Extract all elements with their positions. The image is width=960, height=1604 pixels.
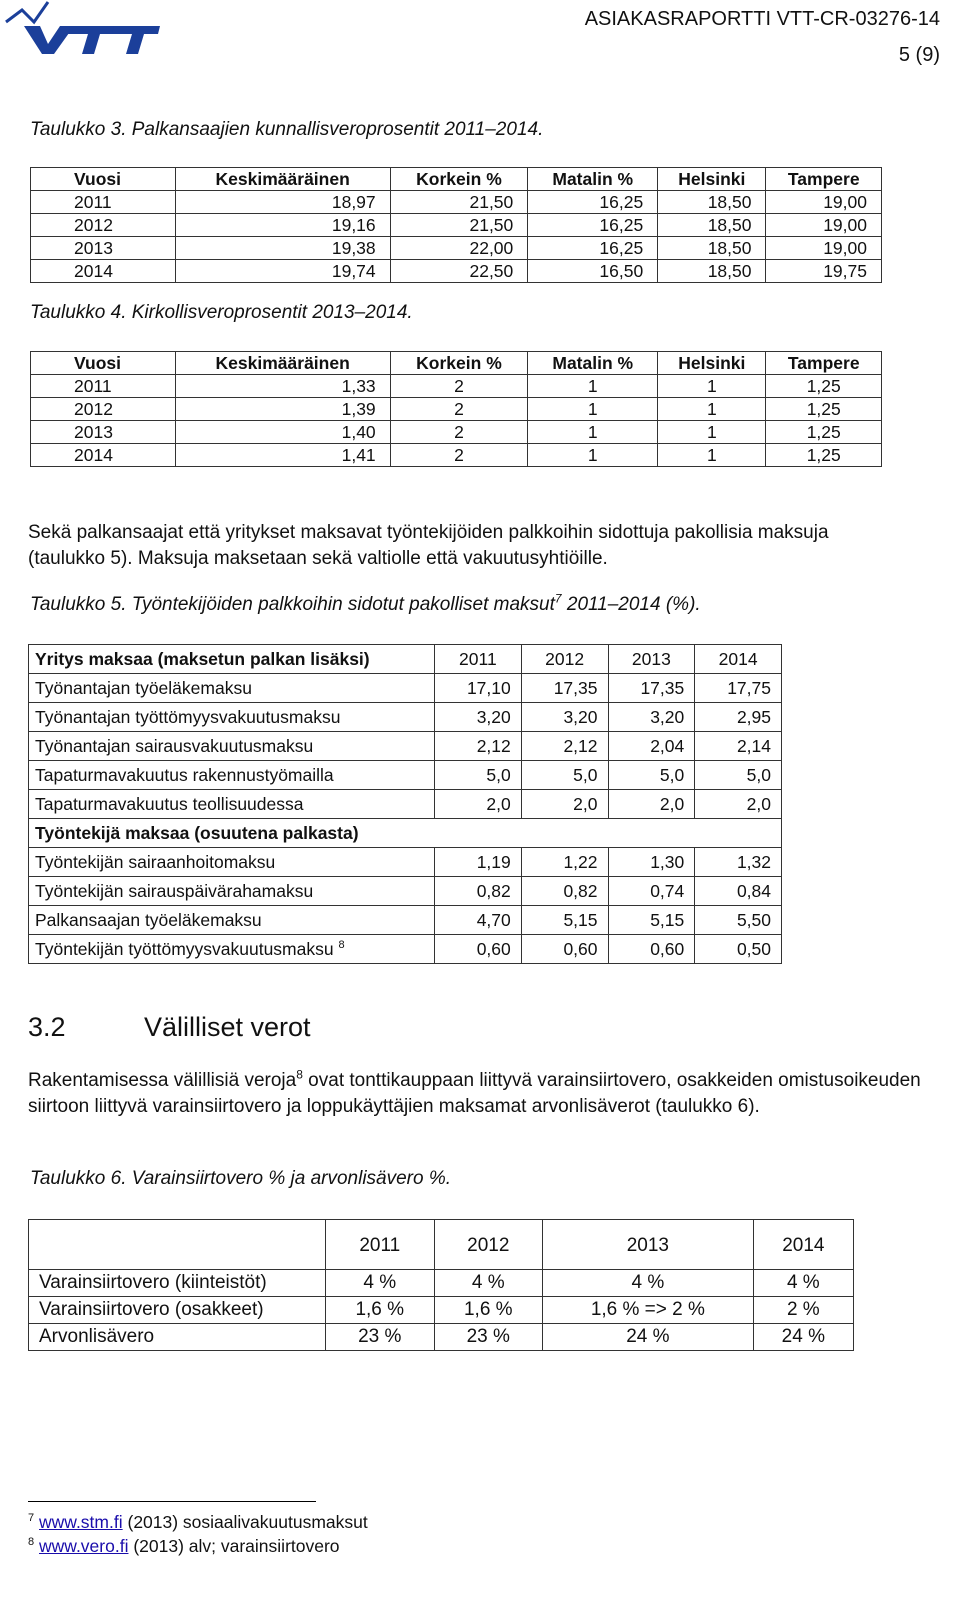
table-row — [29, 1270, 854, 1297]
table-cell: 16,50 — [528, 260, 658, 283]
table-cell: Tapaturmavakuutus rakennustyömailla — [29, 761, 435, 790]
vtt-logo — [4, 0, 164, 58]
table-cell: 1,19 — [435, 848, 522, 877]
page-number: 5 (9) — [898, 44, 940, 66]
table6-year-header: 2011 — [326, 1220, 435, 1270]
table-cell: 3,20 — [608, 703, 695, 732]
table-cell: 17,75 — [695, 674, 782, 703]
table-cell: 5,15 — [521, 906, 608, 935]
table-cell: 5,0 — [435, 761, 522, 790]
table-cell: 2,0 — [695, 790, 782, 819]
table3-header-row — [31, 168, 882, 191]
table-cell: 1,25 — [766, 444, 882, 467]
footnote-ref-8[interactable]: 8 — [296, 1067, 303, 1082]
table-cell: 21,50 — [390, 214, 528, 237]
table-cell: 23 % — [326, 1324, 435, 1351]
table-cell: Työnantajan työeläkemaksu — [29, 674, 435, 703]
table-cell: 2014 — [31, 444, 176, 467]
footnote-link-stm[interactable]: www.stm.fi — [39, 1512, 123, 1532]
table-cell: 19,00 — [766, 237, 882, 260]
table3-header-cell: Keskimääräinen — [175, 168, 390, 191]
table-cell: 5,50 — [695, 906, 782, 935]
table-cell: 2014 — [31, 260, 176, 283]
table-cell: 0,84 — [695, 877, 782, 906]
table-cell: Tapaturmavakuutus teollisuudessa — [29, 790, 435, 819]
table-row — [29, 790, 782, 819]
table-row — [31, 260, 882, 283]
table-row — [31, 375, 882, 398]
table-cell: 1 — [658, 398, 766, 421]
table4-header-row — [31, 352, 882, 375]
table-cell: 16,25 — [528, 191, 658, 214]
footnote-ref-7[interactable]: 7 — [554, 591, 562, 606]
table5-subheader-row — [29, 819, 782, 848]
table-cell: 19,38 — [175, 237, 390, 260]
table-cell: 2 — [390, 444, 528, 467]
table-cell: 0,60 — [521, 935, 608, 964]
table-cell: 2013 — [31, 237, 176, 260]
table-cell: 1 — [658, 421, 766, 444]
footnote-number: 8 — [28, 1536, 35, 1549]
vtt-logo-graphic — [4, 0, 164, 58]
table-cell: 18,97 — [175, 191, 390, 214]
table3-header-cell: Tampere — [766, 168, 882, 191]
table-cell: 4 % — [753, 1270, 853, 1297]
table-cell: 19,74 — [175, 260, 390, 283]
table-cell: 1,6 % => 2 % — [543, 1297, 754, 1324]
table5-caption-text: Taulukko 5. Työntekijöiden palkkoihin sidotut pakolliset maksut — [30, 594, 555, 615]
table-row — [31, 214, 882, 237]
table-row — [31, 191, 882, 214]
table-cell: 19,16 — [175, 214, 390, 237]
table-cell: 2 % — [753, 1297, 853, 1324]
table-cell: 22,00 — [390, 237, 528, 260]
footnote-ref-8[interactable]: 8 — [338, 938, 345, 951]
table4-header-cell: Korkein % — [390, 352, 528, 375]
table-cell: 2011 — [31, 191, 176, 214]
table-cell: 0,82 — [521, 877, 608, 906]
table5-year-header: 2012 — [521, 645, 608, 674]
footnote-8 — [28, 1536, 340, 1557]
footnote-divider — [28, 1501, 316, 1502]
table-cell: Arvonlisävero — [29, 1324, 326, 1351]
table3 — [30, 167, 882, 283]
table4 — [30, 351, 882, 467]
table-cell: 18,50 — [658, 237, 766, 260]
table-cell: 2013 — [31, 421, 176, 444]
table6-caption: Taulukko 6. Varainsiirtovero % ja arvonlisävero %. — [30, 1168, 452, 1189]
table-cell: 2,0 — [608, 790, 695, 819]
table-row — [29, 935, 782, 964]
table-cell: 24 % — [543, 1324, 754, 1351]
table-cell: 17,10 — [435, 674, 522, 703]
table5-last-label: Työntekijän työttömyysvakuutusmaksu — [35, 938, 334, 959]
table5-header-label: Yritys maksaa (maksetun palkan lisäksi) — [29, 645, 435, 674]
table4-header-cell: Tampere — [766, 352, 882, 375]
table-row — [31, 398, 882, 421]
table-cell: 21,50 — [390, 191, 528, 214]
table6-header-row — [29, 1220, 854, 1270]
table5-year-header: 2014 — [695, 645, 782, 674]
table-cell: 2,0 — [435, 790, 522, 819]
table3-header-cell: Helsinki — [658, 168, 766, 191]
table-row — [29, 674, 782, 703]
table-cell: 2 — [390, 421, 528, 444]
table-cell: 5,0 — [695, 761, 782, 790]
table-cell: Varainsiirtovero (osakkeet) — [29, 1297, 326, 1324]
table-cell: 1 — [658, 375, 766, 398]
table5-header-row — [29, 645, 782, 674]
table-cell: 2012 — [31, 214, 176, 237]
section-heading — [28, 1012, 311, 1043]
table-cell: 2,95 — [695, 703, 782, 732]
footnote-text: (2013) alv; varainsiirtovero — [128, 1536, 340, 1556]
table-cell: 2,12 — [435, 732, 522, 761]
table-cell: 5,0 — [521, 761, 608, 790]
table-cell: 4 % — [434, 1270, 543, 1297]
table-cell: 19,75 — [766, 260, 882, 283]
table-cell: 1,25 — [766, 421, 882, 444]
table-cell: Varainsiirtovero (kiinteistöt) — [29, 1270, 326, 1297]
table-row — [31, 444, 882, 467]
table-row — [29, 1324, 854, 1351]
section-number: 3.2 — [28, 1012, 66, 1042]
footnote-text: (2013) sosiaalivakuutusmaksut — [122, 1512, 368, 1532]
table-cell: 3,20 — [435, 703, 522, 732]
table3-header-cell: Vuosi — [31, 168, 176, 191]
table-row — [29, 732, 782, 761]
table-row — [31, 237, 882, 260]
table4-header-cell: Keskimääräinen — [175, 352, 390, 375]
table-cell: 1 — [528, 421, 658, 444]
table-cell: 1,25 — [766, 398, 882, 421]
table-cell: 2012 — [31, 398, 176, 421]
table-cell: 0,60 — [608, 935, 695, 964]
table-cell: 18,50 — [658, 214, 766, 237]
table-cell: 22,50 — [390, 260, 528, 283]
table-cell: 4 % — [543, 1270, 754, 1297]
table-cell: 2,04 — [608, 732, 695, 761]
table6 — [28, 1219, 854, 1351]
table-cell: 23 % — [434, 1324, 543, 1351]
table-cell: 4 % — [326, 1270, 435, 1297]
table-cell: 1,6 % — [434, 1297, 543, 1324]
table-cell: 2 — [390, 375, 528, 398]
table-cell: 1,40 — [175, 421, 390, 444]
table-cell: 1,22 — [521, 848, 608, 877]
table5-year-header: 2013 — [608, 645, 695, 674]
table-cell: 18,50 — [658, 260, 766, 283]
table-cell: 0,50 — [695, 935, 782, 964]
table-cell: 1,39 — [175, 398, 390, 421]
table6-year-header: 2013 — [543, 1220, 754, 1270]
footnote-link-vero[interactable]: www.vero.fi — [39, 1536, 129, 1556]
table5-caption-tail: 2011–2014 (%). — [561, 594, 701, 615]
table-cell: 19,00 — [766, 214, 882, 237]
table-cell: 1,30 — [608, 848, 695, 877]
paragraph2-part1: Rakentamisessa välillisiä veroja — [28, 1070, 297, 1091]
table-cell: 1 — [528, 444, 658, 467]
table-cell: 1 — [528, 375, 658, 398]
table-row — [31, 421, 882, 444]
table6-year-header: 2012 — [434, 1220, 543, 1270]
section-title: Välilliset verot — [144, 1012, 311, 1042]
table-cell: 1,32 — [695, 848, 782, 877]
table5-subheader: Työntekijä maksaa (osuutena palkasta) — [29, 819, 782, 848]
table-cell: 1 — [528, 398, 658, 421]
paragraph2-part2: ovat tonttikauppaan liittyvä varainsiirtovero, osakkeiden omistusoikeuden siirtoon liittyvä varainsiirtovero ja loppukäyttäjien maksamat arvonlisäverot (taulukko 6). — [28, 1070, 921, 1117]
report-id: ASIAKASRAPORTTI VTT-CR-03276-14 — [584, 8, 940, 30]
table-cell: Työntekijän sairauspäivärahamaksu — [29, 877, 435, 906]
table-cell: 3,20 — [521, 703, 608, 732]
table-cell: 19,00 — [766, 191, 882, 214]
table-cell: 24 % — [753, 1324, 853, 1351]
table-cell: 2,12 — [521, 732, 608, 761]
table-cell: 16,25 — [528, 237, 658, 260]
table-cell: Työntekijän sairaanhoitomaksu — [29, 848, 435, 877]
table-cell: 1,33 — [175, 375, 390, 398]
table-cell: 17,35 — [608, 674, 695, 703]
table-cell: 2,0 — [521, 790, 608, 819]
table-cell: 2,14 — [695, 732, 782, 761]
table-cell: 1,41 — [175, 444, 390, 467]
table-row — [29, 1297, 854, 1324]
table6-empty-header — [29, 1220, 326, 1270]
table5-year-header: 2011 — [435, 645, 522, 674]
table-cell: 1 — [658, 444, 766, 467]
table-cell: 17,35 — [521, 674, 608, 703]
footnote-7 — [28, 1512, 368, 1533]
table-cell — [29, 935, 435, 964]
table-cell: 2011 — [31, 375, 176, 398]
table-cell: 18,50 — [658, 191, 766, 214]
table5 — [28, 644, 782, 964]
table-row — [29, 877, 782, 906]
table-cell: 1,25 — [766, 375, 882, 398]
paragraph-payments: Sekä palkansaajat että yritykset maksavat työntekijöiden palkkoihin sidottuja pakollisia maksuja (taulukko 5). Maksuja maksetaan sekä valtiolle että vakuutusyhtiöille. — [28, 522, 829, 569]
table4-header-cell: Matalin % — [528, 352, 658, 375]
table4-header-cell: Helsinki — [658, 352, 766, 375]
table-cell: Työnantajan sairausvakuutusmaksu — [29, 732, 435, 761]
table-cell: 5,15 — [608, 906, 695, 935]
table-row — [29, 906, 782, 935]
table-cell: 0,82 — [435, 877, 522, 906]
table3-header-cell: Korkein % — [390, 168, 528, 191]
table-cell: Palkansaajan työeläkemaksu — [29, 906, 435, 935]
table3-header-cell: Matalin % — [528, 168, 658, 191]
table-cell: Työnantajan työttömyysvakuutusmaksu — [29, 703, 435, 732]
table-cell: 5,0 — [608, 761, 695, 790]
table4-header-cell: Vuosi — [31, 352, 176, 375]
table-row — [29, 761, 782, 790]
table6-year-header: 2014 — [753, 1220, 853, 1270]
table-cell: 2 — [390, 398, 528, 421]
table-row — [29, 848, 782, 877]
footnote-number: 7 — [28, 1512, 35, 1525]
table-cell: 16,25 — [528, 214, 658, 237]
table-cell: 0,60 — [435, 935, 522, 964]
table-cell: 4,70 — [435, 906, 522, 935]
table-cell: 1,6 % — [326, 1297, 435, 1324]
table4-caption: Taulukko 4. Kirkollisveroprosentit 2013–2014. — [30, 302, 413, 323]
table5-caption — [30, 591, 701, 616]
table3-caption: Taulukko 3. Palkansaajien kunnallisveroprosentit 2011–2014. — [30, 119, 544, 140]
paragraph-indirect-taxes — [28, 1068, 928, 1120]
table-row — [29, 703, 782, 732]
table-cell: 0,74 — [608, 877, 695, 906]
